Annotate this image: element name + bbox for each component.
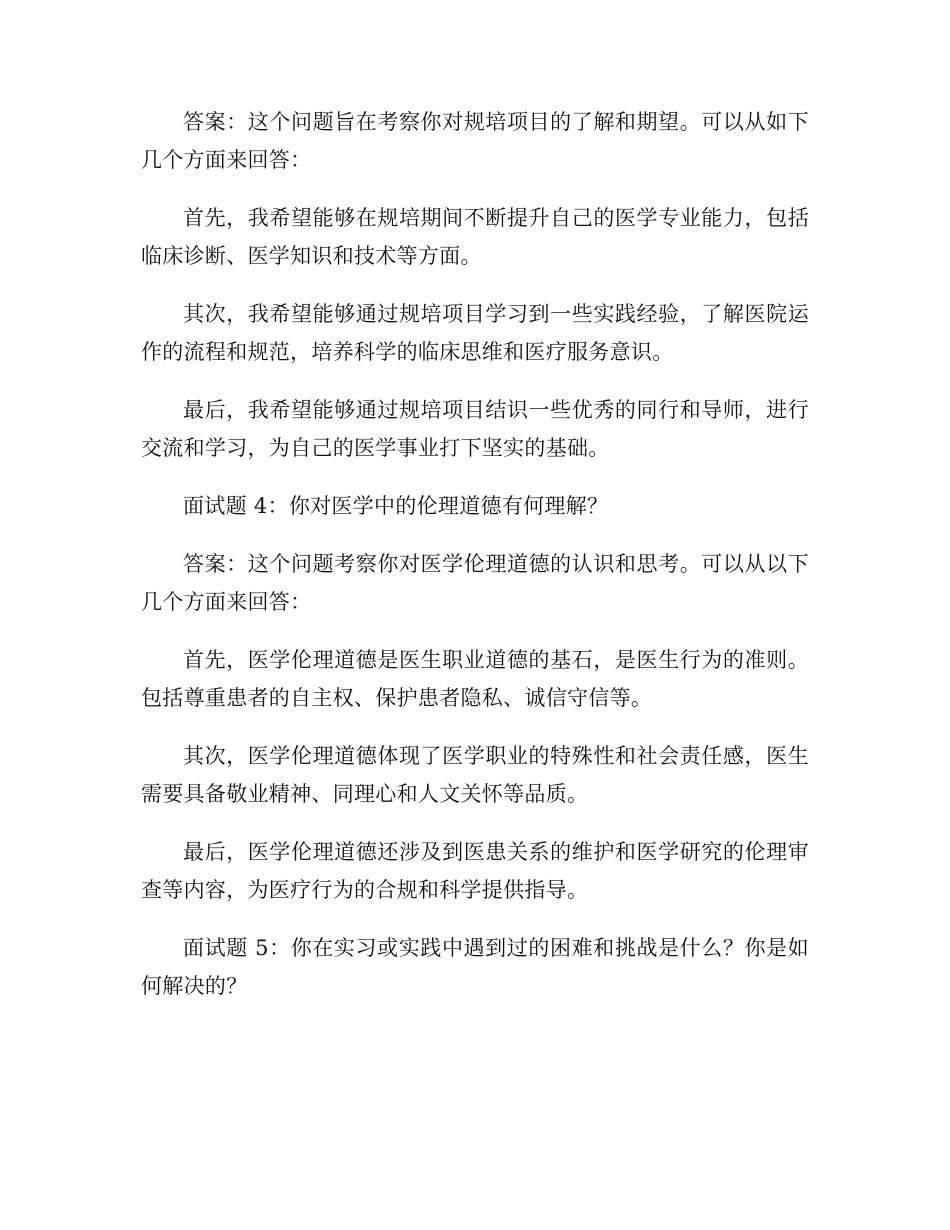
answer-4-point-2: 其次，医学伦理道德体现了医学职业的特殊性和社会责任感，医生需要具备敬业精神、同理心和人文关怀等品质。 (141, 744, 809, 806)
answer-3-intro: 答案：这个问题旨在考察你对规培项目的了解和期望。可以从如下几个方面来回答： (141, 110, 809, 172)
answer-4-point-1: 首先，医学伦理道德是医生职业道德的基石，是医生行为的准则。包括尊重患者的自主权、保护患者隐私、诚信守信等。 (141, 648, 809, 710)
answer-3-point-2: 其次，我希望能够通过规培项目学习到一些实践经验，了解医院运作的流程和规范，培养科学的临床思维和医疗服务意识。 (141, 302, 809, 364)
question-4: 面试题 4：你对医学中的伦理道德有何理解？ (183, 494, 609, 518)
answer-3-point-1: 首先，我希望能够在规培期间不断提升自己的医学专业能力，包括临床诊断、医学知识和技术等方面。 (141, 206, 809, 268)
answer-3-point-3: 最后，我希望能够通过规培项目结识一些优秀的同行和导师，进行交流和学习，为自己的医学事业打下坚实的基础。 (141, 398, 809, 460)
answer-4-intro: 答案：这个问题考察你对医学伦理道德的认识和思考。可以从以下几个方面来回答： (141, 552, 809, 614)
question-5: 面试题 5：你在实习或实践中遇到过的困难和挑战是什么？你是如何解决的？ (141, 936, 809, 998)
answer-4-point-3: 最后，医学伦理道德还涉及到医患关系的维护和医学研究的伦理审查等内容，为医疗行为的合规和科学提供指导。 (141, 840, 809, 902)
document-body (141, 103, 809, 1025)
